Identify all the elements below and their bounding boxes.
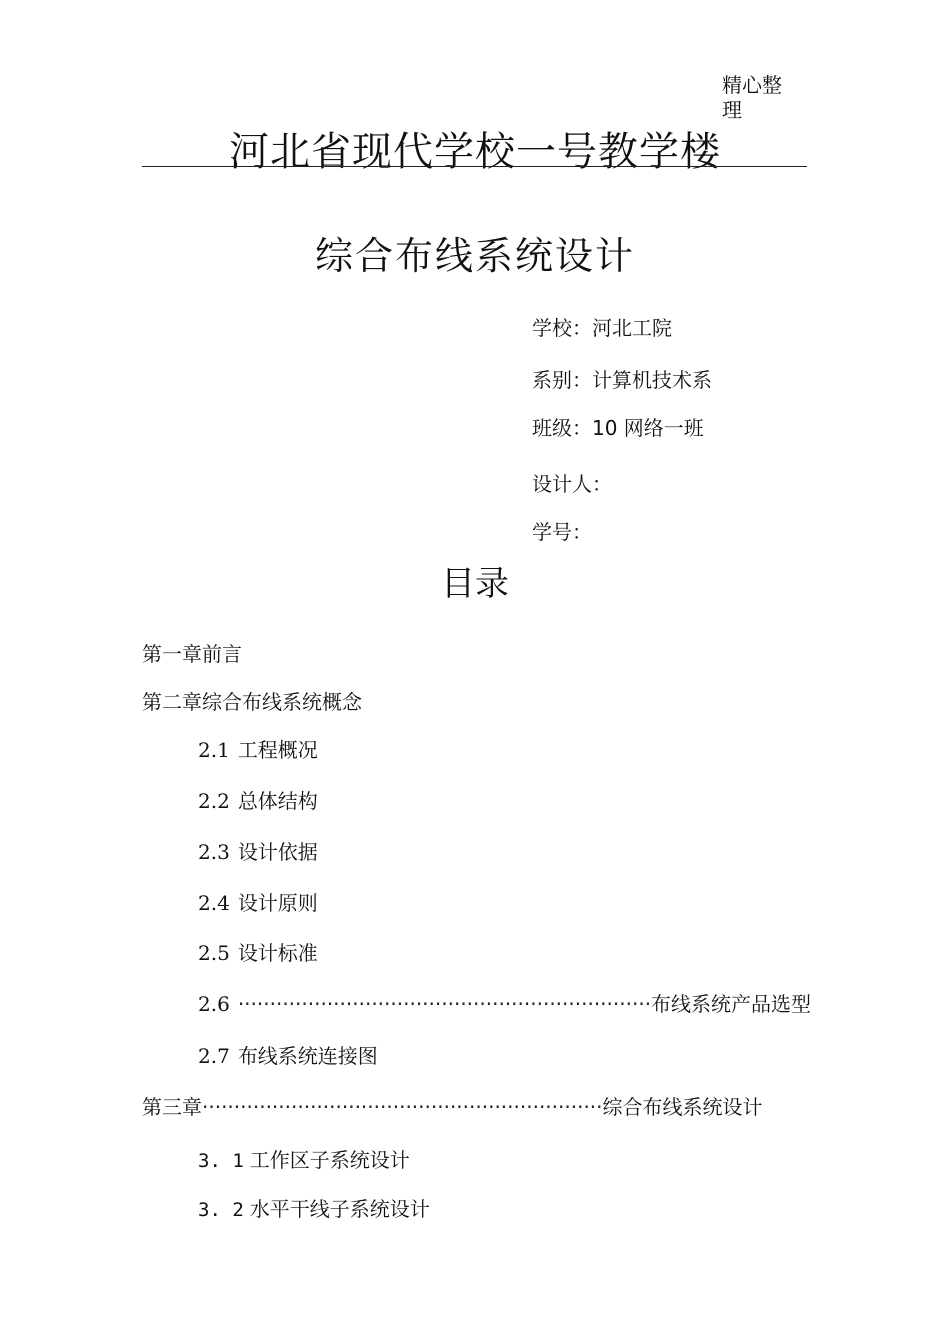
section-number: 3. 1 <box>198 1150 244 1172</box>
section-number: 2.6 <box>198 992 230 1016</box>
toc-entry-chapter-2: 第二章综合布线系统概念 <box>142 690 362 714</box>
info-school: 学校：河北工院 <box>532 316 672 340</box>
chapter-label: 第三章 <box>142 1095 202 1119</box>
leader-dots: ································································· <box>237 992 652 1016</box>
toc-entry-3-1 <box>198 1144 410 1173</box>
toc-entry-2-2 <box>198 785 318 814</box>
watermark-note: 精心整理 <box>722 73 782 122</box>
toc-entry-2-6 <box>198 988 811 1017</box>
toc-entry-2-4 <box>198 887 318 916</box>
chapter-title: 综合布线系统设计 <box>602 1095 763 1119</box>
toc-entry-2-1 <box>198 734 318 763</box>
section-title: 布线系统产品选型 <box>651 992 812 1016</box>
section-title: 布线系统连接图 <box>237 1044 378 1068</box>
section-title: 总体结构 <box>237 789 318 813</box>
toc-entry-chapter-1: 第一章前言 <box>142 642 242 666</box>
section-title: 工作区子系统设计 <box>249 1148 410 1172</box>
document-subtitle: 综合布线系统设计 <box>314 234 635 278</box>
section-title: 水平干线子系统设计 <box>249 1197 430 1221</box>
info-student-id: 学号： <box>532 520 592 544</box>
toc-entry-chapter-3 <box>142 1091 763 1120</box>
leader-dots: ······························································· <box>202 1095 603 1119</box>
title-underline <box>142 166 807 167</box>
section-title: 工程概况 <box>237 738 318 762</box>
info-department: 系别：计算机技术系 <box>532 368 712 392</box>
section-number: 2.3 <box>198 840 230 864</box>
toc-entry-2-5 <box>198 937 318 966</box>
toc-entry-2-3 <box>198 836 318 865</box>
toc-entry-2-7 <box>198 1040 378 1069</box>
toc-entry-3-2 <box>198 1193 430 1222</box>
section-title: 设计标准 <box>237 941 318 965</box>
document-title: 河北省现代学校一号教学楼 <box>229 129 721 175</box>
info-designer: 设计人： <box>532 472 612 496</box>
info-class: 班级：10 网络一班 <box>532 416 704 440</box>
section-number: 2.4 <box>198 891 230 915</box>
section-title: 设计原则 <box>237 891 318 915</box>
section-number: 2.2 <box>198 789 230 813</box>
section-number: 2.7 <box>198 1044 230 1068</box>
section-number: 2.1 <box>198 738 230 762</box>
section-title: 设计依据 <box>237 840 318 864</box>
section-number: 3. 2 <box>198 1199 244 1221</box>
section-number: 2.5 <box>198 941 230 965</box>
toc-heading: 目录 <box>441 564 509 604</box>
